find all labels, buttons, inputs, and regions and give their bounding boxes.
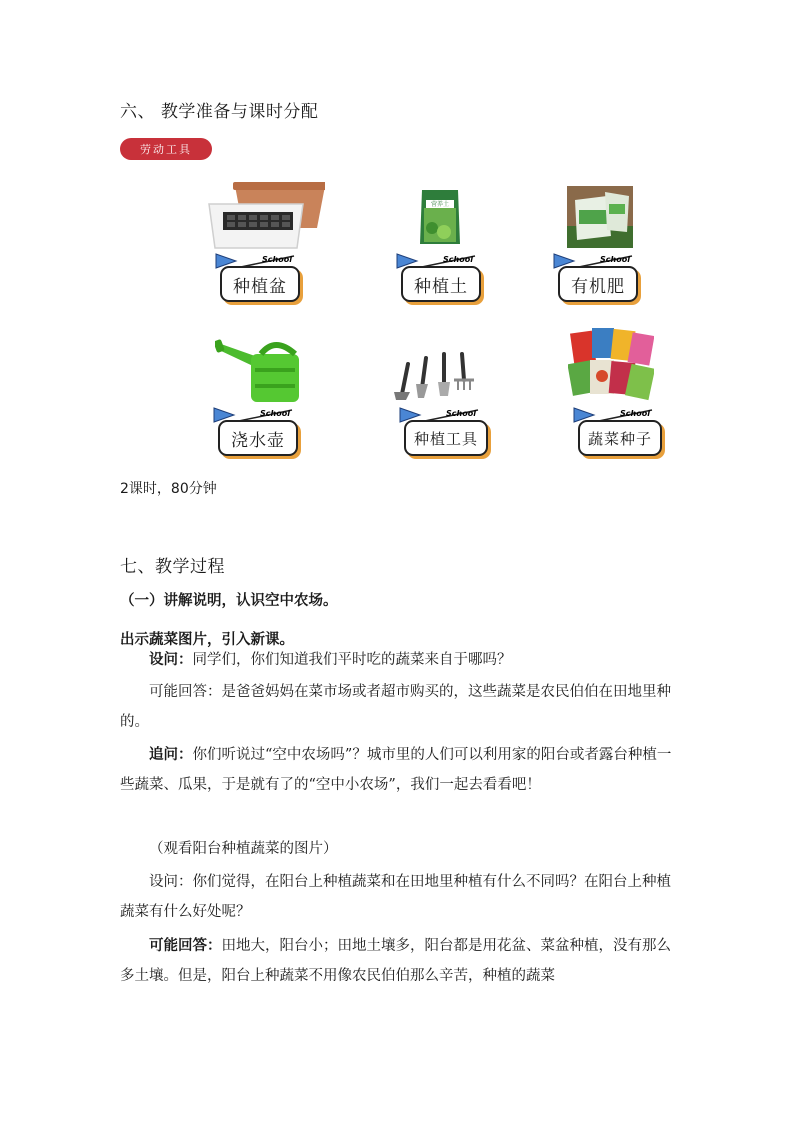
section-7-title: 七、教学过程 [120, 557, 225, 577]
lead-label: 设问： [149, 651, 193, 668]
lead-label: 追问： [149, 746, 193, 763]
tool-label-4 [212, 406, 307, 456]
paragraph-question-2: 设问：你们觉得，在阳台上种植蔬菜和在田地里种植有什么不同吗？在阳台上种植蔬菜有什么好处呢？ [120, 874, 671, 920]
svg-text:School: School [600, 255, 630, 264]
svg-text:School: School [446, 409, 476, 418]
tool-label-text: 蔬菜种子 [578, 420, 662, 456]
tool-label-text: 种植盆 [220, 266, 300, 302]
planter-icon [205, 182, 325, 252]
paragraph-followup: 追问：你们听说过“空中农场吗”？城市里的人们可以利用家的阳台或者露台种植一些蔬菜、瓜果，于是就有了的“空中小农场”，我们一起去看看吧！ [120, 746, 672, 793]
soil-bag-icon [418, 186, 462, 248]
svg-text:School: School [620, 409, 650, 418]
class-hours: 2课时，80分钟 [120, 481, 217, 497]
lead-label: 可能回答： [149, 937, 222, 954]
paragraph-note: （观看阳台种植蔬菜的图片） [149, 841, 338, 857]
subheading-2: 出示蔬菜图片，引入新课。 [120, 631, 294, 648]
subheading-1: （一）讲解说明，认识空中农场。 [120, 592, 338, 609]
svg-text:School: School [260, 409, 290, 418]
paragraph-question: 设问：同学们，你们知道我们平时吃的蔬菜来自于哪吗？ [149, 651, 512, 668]
tool-label-5 [398, 406, 493, 456]
paragraph-answer: 可能回答：是爸爸妈妈在菜市场或者超市购买的，这些蔬菜是农民伯伯在田地里种的。 [120, 684, 671, 730]
labor-tools-badge: 劳动工具 [120, 138, 212, 160]
svg-text:School: School [262, 255, 292, 264]
tool-label-text: 种植土 [401, 266, 481, 302]
tool-label-text: 种植工具 [404, 420, 488, 456]
tool-label-1 [214, 252, 309, 302]
garden-tools-icon [392, 344, 488, 400]
tool-label-2 [395, 252, 490, 302]
paragraph-answer-2: 可能回答：田地大，阳台小；田地土壤多，阳台都是用花盆、菜盆种植，没有那么多土壤。但是，阳台上种蔬菜不用像农民伯伯那么辛苦，种植的蔬菜 [120, 937, 671, 984]
svg-text:School: School [443, 255, 473, 264]
tool-label-3 [552, 252, 647, 302]
watering-can-icon [215, 338, 305, 404]
svg-text:营养土: 营养土 [430, 201, 450, 208]
seed-packets-icon [568, 326, 654, 404]
fertilizer-icon [567, 186, 633, 248]
tool-label-text: 有机肥 [558, 266, 638, 302]
tool-label-6 [572, 406, 667, 456]
tool-label-text: 浇水壶 [218, 420, 298, 456]
section-6-title: 六、 教学准备与课时分配 [120, 102, 319, 122]
